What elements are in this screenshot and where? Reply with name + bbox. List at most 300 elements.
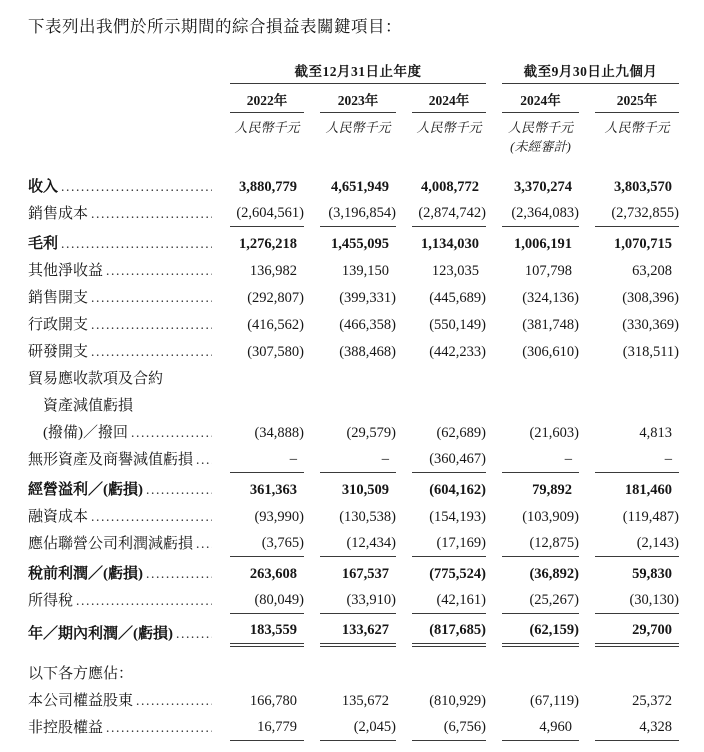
value-text: 167,537 [341, 566, 389, 582]
value-inner [320, 561, 396, 587]
column-unit-label: 人民幣千元 [234, 120, 300, 135]
value-cell [579, 258, 679, 284]
value-cell [486, 258, 579, 284]
value-inner [320, 420, 396, 446]
value-text: (2,604,561) [236, 205, 304, 221]
value-inner [595, 420, 679, 446]
value-inner [230, 688, 304, 714]
value-cell [304, 339, 396, 365]
value-text: (67,119) [530, 693, 579, 709]
table-row [28, 419, 692, 446]
value-cell [579, 530, 679, 557]
value-cell [486, 504, 579, 530]
value-text: (29,579) [346, 425, 396, 441]
value-cell [486, 312, 579, 338]
value-inner [230, 714, 304, 741]
table-row [28, 311, 692, 338]
value-text: (93,990) [254, 509, 304, 525]
row-label-cell [28, 588, 214, 614]
column-unit-cell [214, 113, 304, 136]
row-label: 資產減值虧損 [43, 398, 134, 414]
table-row [28, 530, 692, 557]
value-cell [396, 339, 486, 365]
value-text: (388,468) [339, 344, 396, 360]
value-text: (324,136) [522, 290, 579, 306]
row-label-cell [28, 477, 214, 503]
value-cell [396, 587, 486, 614]
value-cell [486, 688, 579, 714]
value-text: (80,049) [254, 592, 304, 608]
value-text: (817,685) [429, 622, 486, 638]
value-text: (810,929) [429, 693, 486, 709]
value-text: 63,208 [632, 263, 672, 279]
value-inner [412, 339, 486, 365]
row-label: 收入 [28, 179, 59, 195]
table-row [28, 687, 692, 714]
value-cell [579, 477, 679, 503]
value-inner [412, 561, 486, 587]
leader-dots [91, 504, 212, 530]
value-text: (445,689) [429, 290, 486, 306]
table-row [28, 560, 692, 587]
value-cell [304, 420, 396, 446]
value-cell [396, 285, 486, 311]
table-row [28, 230, 692, 257]
value-cell [579, 504, 679, 530]
value-inner [320, 174, 396, 200]
table-row [28, 284, 692, 311]
value-text: (318,511) [622, 344, 679, 360]
value-text: 4,651,949 [331, 179, 389, 195]
table-row [28, 446, 692, 473]
value-cell [304, 617, 396, 647]
value-cell [396, 504, 486, 530]
value-text: 136,982 [249, 263, 297, 279]
value-cell [396, 258, 486, 284]
column-year-header [396, 84, 486, 113]
column-note-empty [595, 136, 679, 156]
value-inner [502, 688, 579, 714]
value-cell [304, 446, 396, 473]
row-label: 其他淨收益 [28, 263, 104, 279]
value-text: (62,159) [529, 622, 579, 638]
value-text: (62,689) [436, 425, 486, 441]
value-text: (775,524) [429, 566, 486, 582]
value-inner [595, 714, 679, 741]
value-inner [502, 504, 579, 530]
value-cell [304, 714, 396, 741]
value-inner [412, 688, 486, 714]
value-inner [412, 420, 486, 446]
column-note-cell [579, 136, 679, 156]
value-text: (30,130) [629, 592, 679, 608]
value-inner [502, 200, 579, 227]
value-cell [486, 231, 579, 257]
value-text: (416,562) [247, 317, 304, 333]
column-year-header [214, 84, 304, 113]
value-text: (308,396) [622, 290, 679, 306]
value-inner [230, 504, 304, 530]
leader-dots [91, 285, 212, 311]
column-note-unaudited: (未經審計) [510, 139, 571, 154]
value-inner [230, 174, 304, 200]
value-cell [304, 231, 396, 257]
value-inner [230, 446, 304, 473]
value-cell [579, 688, 679, 714]
value-cell [486, 174, 579, 200]
row-label-cell [28, 661, 214, 687]
value-cell [396, 688, 486, 714]
value-cell [304, 587, 396, 614]
value-text: 25,372 [632, 693, 672, 709]
value-cell [486, 714, 579, 741]
row-label: 稅前利潤／(虧損) [28, 566, 143, 582]
value-inner [595, 587, 679, 614]
value-cell [214, 285, 304, 311]
value-text: (292,807) [247, 290, 304, 306]
value-inner [412, 587, 486, 614]
value-cell [396, 617, 486, 647]
table-row [28, 660, 692, 687]
value-cell [396, 561, 486, 587]
value-inner [230, 530, 304, 557]
value-inner [595, 561, 679, 587]
leader-dots [131, 420, 212, 446]
value-cell [304, 477, 396, 503]
value-text: 3,880,779 [239, 179, 297, 195]
value-text: (306,610) [522, 344, 579, 360]
value-inner [230, 200, 304, 227]
value-inner [595, 258, 679, 284]
row-label-cell [28, 201, 214, 227]
value-inner [320, 617, 396, 647]
column-year-label: 2022年 [230, 89, 304, 113]
value-inner [320, 587, 396, 614]
value-inner [230, 561, 304, 587]
value-cell [214, 530, 304, 557]
value-cell [304, 530, 396, 557]
value-inner [320, 530, 396, 557]
value-cell [579, 446, 679, 473]
value-text: (307,580) [247, 344, 304, 360]
value-inner [502, 530, 579, 557]
value-cell [214, 446, 304, 473]
row-label: 年／期內利潤／(虧損) [28, 626, 173, 642]
value-text: (466,358) [339, 317, 396, 333]
value-inner [230, 312, 304, 338]
row-label: 非控股權益 [28, 720, 104, 736]
row-label-cell [28, 393, 214, 419]
value-cell [579, 200, 679, 227]
row-label-cell [28, 258, 214, 284]
column-group-header [486, 60, 679, 84]
value-text: 181,460 [624, 482, 672, 498]
value-text: 4,328 [639, 719, 672, 735]
table-header-groups [28, 60, 692, 84]
value-inner [320, 504, 396, 530]
leader-dots [136, 688, 212, 714]
value-inner [412, 285, 486, 311]
value-inner [230, 258, 304, 284]
value-cell [579, 714, 679, 741]
row-label-cell [28, 688, 214, 714]
value-cell [579, 174, 679, 200]
value-text: (21,603) [529, 425, 579, 441]
value-text: 310,509 [341, 482, 389, 498]
table-header-years [28, 84, 692, 113]
value-cell [304, 258, 396, 284]
value-cell [214, 714, 304, 741]
column-unit-label: 人民幣千元 [325, 120, 391, 135]
value-inner [595, 339, 679, 365]
value-inner [595, 312, 679, 338]
value-text: – [289, 451, 297, 467]
leader-dots [196, 447, 212, 473]
value-text: – [564, 451, 572, 467]
column-note-cell [396, 136, 486, 156]
value-text: (130,538) [339, 509, 396, 525]
row-label-cell [28, 504, 214, 530]
value-inner [412, 446, 486, 473]
value-cell [396, 174, 486, 200]
value-cell [214, 504, 304, 530]
value-inner [412, 530, 486, 557]
value-inner [502, 477, 579, 503]
column-note-cell [486, 136, 579, 156]
column-unit-cell [579, 113, 679, 136]
value-inner [320, 339, 396, 365]
value-text: (36,892) [529, 566, 579, 582]
column-unit-label: 人民幣千元 [507, 120, 573, 135]
value-text: (42,161) [436, 592, 486, 608]
table-row [28, 200, 692, 227]
value-cell [486, 587, 579, 614]
value-text: (3,196,854) [328, 205, 396, 221]
value-inner [502, 446, 579, 473]
value-text: (103,909) [522, 509, 579, 525]
leader-dots [61, 231, 212, 257]
value-cell [214, 174, 304, 200]
value-text: (12,875) [529, 535, 579, 551]
table-row [28, 714, 692, 741]
value-text: 107,798 [524, 263, 572, 279]
value-text: 1,070,715 [614, 236, 672, 252]
value-inner [230, 420, 304, 446]
value-cell [214, 617, 304, 647]
value-inner [230, 587, 304, 614]
table-row [28, 476, 692, 503]
value-inner [595, 617, 679, 647]
value-cell [486, 477, 579, 503]
value-inner [412, 200, 486, 227]
value-inner [412, 617, 486, 647]
table-row [28, 257, 692, 284]
value-inner [230, 231, 304, 257]
value-cell [304, 688, 396, 714]
value-inner [502, 285, 579, 311]
value-cell [214, 420, 304, 446]
row-label: 研發開支 [28, 344, 89, 360]
value-cell [304, 561, 396, 587]
value-inner [502, 561, 579, 587]
row-label: 銷售成本 [28, 206, 89, 222]
value-cell [486, 617, 579, 647]
value-text: (2,874,742) [418, 205, 486, 221]
value-inner [595, 231, 679, 257]
row-label: 毛利 [28, 236, 59, 252]
column-note-empty [412, 136, 486, 156]
column-year-label: 2023年 [320, 89, 396, 113]
value-cell [214, 587, 304, 614]
value-cell [486, 339, 579, 365]
leader-dots [106, 715, 212, 741]
value-inner [412, 231, 486, 257]
value-cell [396, 477, 486, 503]
value-cell [486, 446, 579, 473]
row-label-cell [28, 231, 214, 257]
column-note-cell [304, 136, 396, 156]
row-label: 應佔聯營公司利潤減虧損 [28, 536, 194, 552]
value-inner [502, 339, 579, 365]
row-label: 本公司權益股東 [28, 693, 134, 709]
value-text: 1,006,191 [514, 236, 572, 252]
value-text: 4,960 [539, 719, 572, 735]
value-inner [502, 258, 579, 284]
value-cell [579, 587, 679, 614]
value-cell [304, 312, 396, 338]
leader-dots [196, 531, 212, 557]
table-body [28, 173, 692, 741]
row-label-cell [28, 285, 214, 311]
leader-dots [106, 258, 212, 284]
value-text: 183,559 [249, 622, 297, 638]
column-note-empty [320, 136, 396, 156]
value-inner [595, 530, 679, 557]
value-inner [412, 174, 486, 200]
column-group-label: 截至12月31日止年度 [230, 60, 486, 84]
value-text: (381,748) [522, 317, 579, 333]
column-year-label: 2025年 [595, 89, 679, 113]
value-inner [412, 258, 486, 284]
column-year-header [304, 84, 396, 113]
value-text: 1,134,030 [421, 236, 479, 252]
value-cell [579, 312, 679, 338]
value-text: – [664, 451, 672, 467]
value-inner [320, 285, 396, 311]
value-cell [214, 200, 304, 227]
row-label-cell [28, 366, 214, 392]
table-header-notes [28, 136, 692, 156]
value-cell [396, 446, 486, 473]
value-text: (154,193) [429, 509, 486, 525]
table-row [28, 338, 692, 365]
row-label-cell [28, 312, 214, 338]
value-text: (12,434) [346, 535, 396, 551]
value-inner [502, 420, 579, 446]
income-statement-table [28, 60, 692, 741]
value-inner [412, 714, 486, 741]
value-text: 133,627 [341, 622, 389, 638]
value-inner [502, 714, 579, 741]
value-text: (550,149) [429, 317, 486, 333]
value-cell [396, 714, 486, 741]
value-cell [579, 561, 679, 587]
leader-dots [146, 477, 212, 503]
value-text: 4,008,772 [421, 179, 479, 195]
value-text: 166,780 [249, 693, 297, 709]
value-text: 1,276,218 [239, 236, 297, 252]
value-cell [486, 530, 579, 557]
table-header-units [28, 113, 692, 136]
column-year-header [486, 84, 579, 113]
leader-dots [146, 561, 212, 587]
value-text: (17,169) [436, 535, 486, 551]
value-cell [579, 617, 679, 647]
value-inner [320, 200, 396, 227]
value-text: (330,369) [622, 317, 679, 333]
column-unit-cell [304, 113, 396, 136]
value-inner [595, 200, 679, 227]
value-inner [320, 231, 396, 257]
value-cell [396, 312, 486, 338]
value-inner [502, 174, 579, 200]
value-inner [595, 446, 679, 473]
leader-dots [76, 588, 212, 614]
value-text: (119,487) [622, 509, 679, 525]
row-label-cell [28, 621, 214, 647]
leader-dots [91, 201, 212, 227]
value-cell [304, 174, 396, 200]
value-inner [595, 504, 679, 530]
value-cell [396, 420, 486, 446]
row-label: 貿易應收款項及合約 [28, 371, 164, 387]
leader-dots [176, 621, 212, 647]
value-cell [396, 231, 486, 257]
value-cell [214, 477, 304, 503]
value-text: 1,455,095 [331, 236, 389, 252]
row-label: (撥備)／撥回 [43, 425, 128, 441]
row-label-cell [28, 531, 214, 557]
row-label: 無形資產及商譽減值虧損 [28, 452, 194, 468]
intro-text: 下表列出我們於所示期間的綜合損益表關鍵項目： [28, 17, 402, 36]
value-cell [214, 339, 304, 365]
value-text: (6,756) [443, 719, 486, 735]
value-text: 263,608 [249, 566, 297, 582]
table-row [28, 365, 692, 392]
value-inner [595, 285, 679, 311]
value-inner [412, 312, 486, 338]
value-cell [396, 200, 486, 227]
value-inner [595, 174, 679, 200]
value-text: (604,162) [429, 482, 486, 498]
value-inner [230, 339, 304, 365]
value-inner [595, 477, 679, 503]
leader-dots [91, 312, 212, 338]
row-label: 經營溢利／(虧損) [28, 482, 143, 498]
value-inner [320, 688, 396, 714]
row-label: 銷售開支 [28, 290, 89, 306]
value-cell [486, 561, 579, 587]
row-label-cell [28, 561, 214, 587]
value-text: (33,910) [346, 592, 396, 608]
column-note-cell [214, 136, 304, 156]
table-row [28, 503, 692, 530]
value-cell [214, 231, 304, 257]
row-label: 以下各方應佔： [28, 666, 134, 682]
column-unit-cell [396, 113, 486, 136]
row-label-cell [28, 420, 214, 446]
value-text: (442,233) [429, 344, 486, 360]
